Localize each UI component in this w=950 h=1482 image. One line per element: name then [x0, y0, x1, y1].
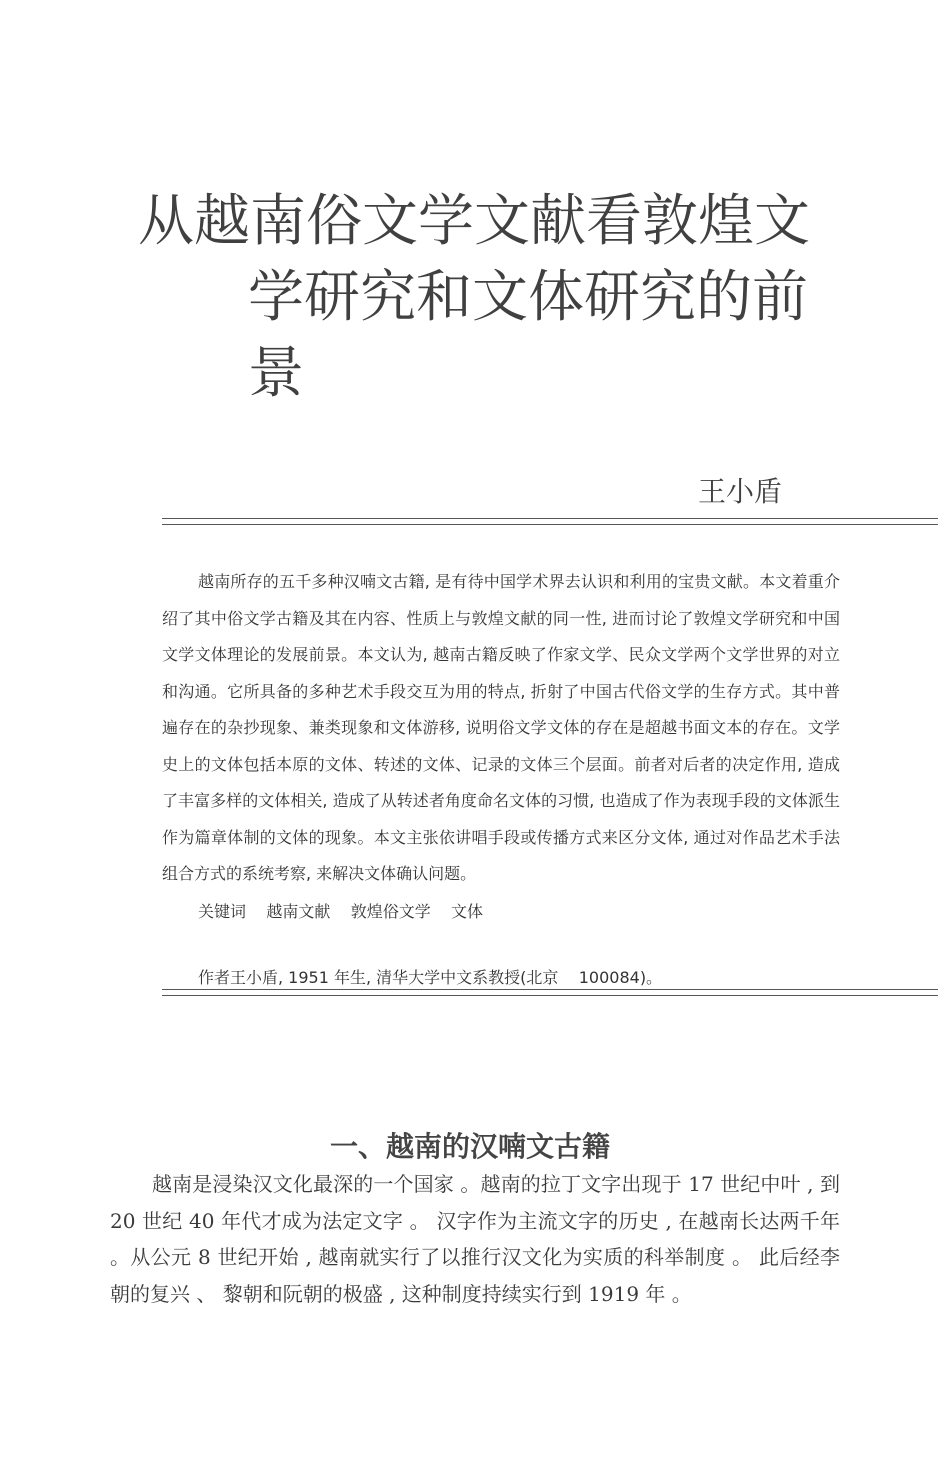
article-title-line-1: 从越南俗文学文献看敦煌文 [138, 188, 810, 254]
abstract-text: 越南所存的五千多种汉喃文古籍, 是有待中国学术界去认识和利用的宝贵文献。本文着重介绍了其中俗文学古籍及其在内容、性质上与敦煌文献的同一性, 进而讨论了敦煌文学研究和中国文学文体理论的发展前景。本文认为, 越南古籍反映了作家文学、民众文学两个文学世界的对立和沟通。它所具备的多种艺术手段交互为用的特点, 折射了中国古代俗文学的生存方式。其中普遍存在的杂抄现象、兼类现象和文体游移, 说明俗文学文体的存在是超越书面文本的存在。文学史上的文体包括本原的文体、转述的文体、记录的文体三个层面。前者对后者的决定作用, 造成了丰富多样的文体相关, 造成了从转述者角度命名文体的习惯, 也造成了作为表现手段的文体派生作为篇章体制的文体的现象。本文主张依讲唱手段或传播方式来区分文体, 通过对作品艺术手法组合方式的系统考察, 来解决文体确认问题。 [162, 572, 840, 883]
section-heading-text: 一、越南的汉喃文古籍 [329, 1130, 610, 1164]
abstract-bottom-rule [162, 989, 938, 996]
author-note: 作者王小盾, 1951 年生, 清华大学中文系教授(北京 100084)。 [198, 968, 663, 987]
keywords-line: 关键词 越南文献 敦煌俗文学 文体 [198, 902, 484, 921]
section-heading [0, 1125, 950, 1169]
article-title-line-3: 景 [248, 340, 304, 406]
article-title [138, 184, 810, 412]
article-title-line-2: 学研究和文体研究的前 [248, 264, 808, 330]
author-name: 王小盾 [698, 475, 783, 508]
section-body-text: 越南是浸染汉文化最深的一个国家 。越南的拉丁文字出现于 17 世纪中叶 , 到 20 世纪 40 年代才成为法定文字 。 汉字作为主流文字的历史 , 在越南长达两千年 。从公元 8 世纪开始 , 越南就实行了以推行汉文化为实质的科举制度 。 此后经李朝的复兴 、 黎朝和阮朝的极盛 , 这种制度持续实行到 1919 年 。 [110, 1172, 840, 1306]
abstract-top-rule [162, 518, 938, 525]
